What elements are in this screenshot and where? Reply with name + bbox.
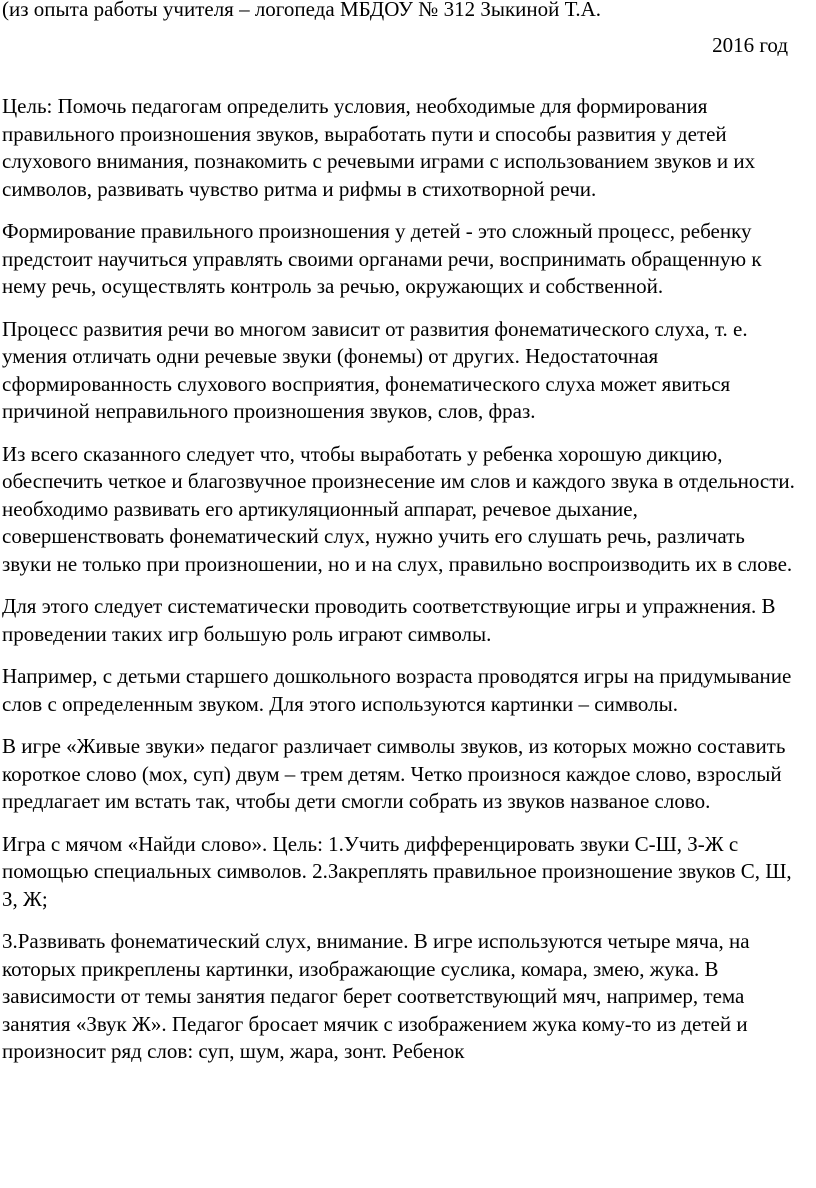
paragraph: Из всего сказанного следует что, чтобы выработать у ребенка хорошую дикцию, обеспечить четкое и благозвучное произнесение им слов и каждого звука в отдельности. необходимо развивать его артикуляционный аппарат, речевое дыхание, совершенствовать фонематический слух, нужно учить его слушать речь, различать звуки не только при произношении, но и на слух, правильно воспроизводить их в слове. — [2, 441, 795, 576]
paragraph: В игре «Живые звуки» педагог различает символы звуков, из которых можно составить короткое слово (мох, суп) двум – трем детям. Четко произнося каждое слово, взрослый предлагает им встать так, чтобы дети смогли собрать из звуков названое слово. — [2, 734, 786, 813]
paragraph: 3.Развивать фонематический слух, внимание. В игре используются четыре мяча, на которых прикреплены картинки, изображающие суслика, комара, змею, жука. В зависимости от темы занятия педагог берет соответствующий мяч, например, тема занятия «Звук Ж». Педагог бросает мячик с изображением жука кому-то из детей и произносит ряд слов: суп, шум, жара, зонт. Ребенок — [2, 929, 750, 1063]
document-header: (из опыта работы учителя – логопеда МБДОУ № 312 Зыкиной Т.А. — [2, 0, 602, 21]
paragraph: Игра с мячом «Найди слово». Цель: 1.Учить дифференцировать звуки С-Ш, З-Ж с помощью специальных символов. 2.Закреплять правильное произношение звуков С, Ш, З, Ж; — [2, 831, 792, 911]
paragraph: Для этого следует систематически проводить соответствующие игры и упражнения. В проведении таких игр большую роль играют символы. — [2, 594, 776, 646]
paragraph-goal: Цель: Помочь педагогам определить условия, необходимые для формирования правильного произношения звуков, выработать пути и способы развития у детей слухового внимания, познакомить с речевыми играми с использованием звуков и их символов, развивать чувство ритма и рифмы в стихотворной речи. — [2, 94, 756, 201]
paragraph: Процесс развития речи во многом зависит от развития фонематического слуха, т. е. умения отличать одни речевые звуки (фонемы) от других. Недостаточная сформированность слухового восприятия, фонематического слуха может явиться причиной неправильного произношения звуков, слов, фраз. — [2, 316, 748, 423]
document-year: 2016 год — [712, 32, 788, 57]
paragraph: Например, с детьми старшего дошкольного возраста проводятся игры на придумывание слов с определенным звуком. Для этого используются картинки – символы. — [2, 664, 792, 716]
paragraph: Формирование правильного произношения у детей - это сложный процесс, ребенку предстоит научиться управлять своими органами речи, воспринимать обращенную к нему речь, осуществлять контроль за речью, окружающих и собственной. — [2, 219, 762, 298]
